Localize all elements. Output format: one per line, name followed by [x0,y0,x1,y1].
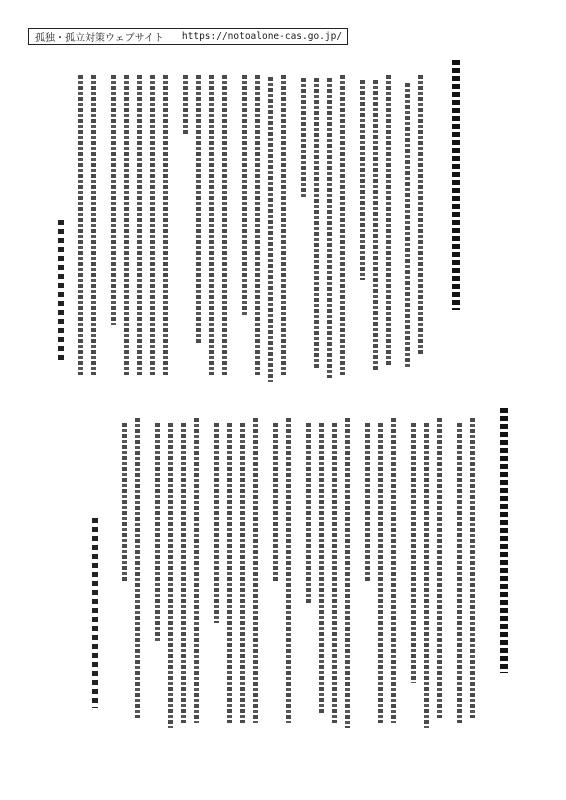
text-line [457,423,462,723]
text-line [411,423,416,683]
text-line [360,80,365,280]
text-line [181,423,186,723]
text-line [273,423,278,583]
text-line [222,75,227,375]
text-line [405,83,410,368]
signature-mark [58,220,64,360]
signature-mark [92,518,98,708]
text-line [327,78,332,378]
text-line [365,423,370,583]
text-line [319,423,324,713]
text-line [91,75,96,375]
text-line [373,80,378,372]
text-line [253,418,258,723]
text-line [227,423,232,723]
letter-signature [0,398,1,399]
letter-title-mark [500,408,508,673]
text-line [163,75,168,375]
text-line [111,75,116,325]
text-line [281,75,286,375]
text-line [155,423,160,643]
text-line [418,75,423,355]
letter-title [0,45,1,46]
letter-title [0,398,1,399]
text-line [122,423,127,583]
text-line [196,75,201,345]
text-line [345,418,350,728]
text-line [78,75,83,375]
text-line [194,418,199,723]
text-line [168,423,173,728]
text-line [437,418,442,718]
letter-signature [0,45,1,46]
text-line [306,423,311,603]
text-line [314,78,319,368]
site-name: 孤独・孤立対策ウェブサイト [35,33,164,44]
text-line [124,75,129,375]
text-line [286,418,291,723]
letter-minors [0,398,566,738]
text-line [391,418,396,723]
text-line [209,75,214,375]
text-line [332,423,337,723]
text-line [386,75,391,365]
text-line [301,78,306,198]
text-line [424,423,429,728]
site-url[interactable]: https://notoalone-cas.go.jp/ [181,31,343,42]
text-line [150,75,155,375]
text-line [183,75,188,135]
text-line [240,423,245,723]
header-banner [28,28,348,45]
text-line [137,75,142,375]
text-line [378,423,383,723]
letter-title-mark [452,60,460,310]
text-line [255,75,260,375]
text-line [242,75,247,315]
text-line [340,75,345,375]
text-line [214,423,219,623]
letter-adults [0,45,566,385]
text-line [268,77,273,382]
text-line [135,418,140,718]
text-line [470,418,475,718]
